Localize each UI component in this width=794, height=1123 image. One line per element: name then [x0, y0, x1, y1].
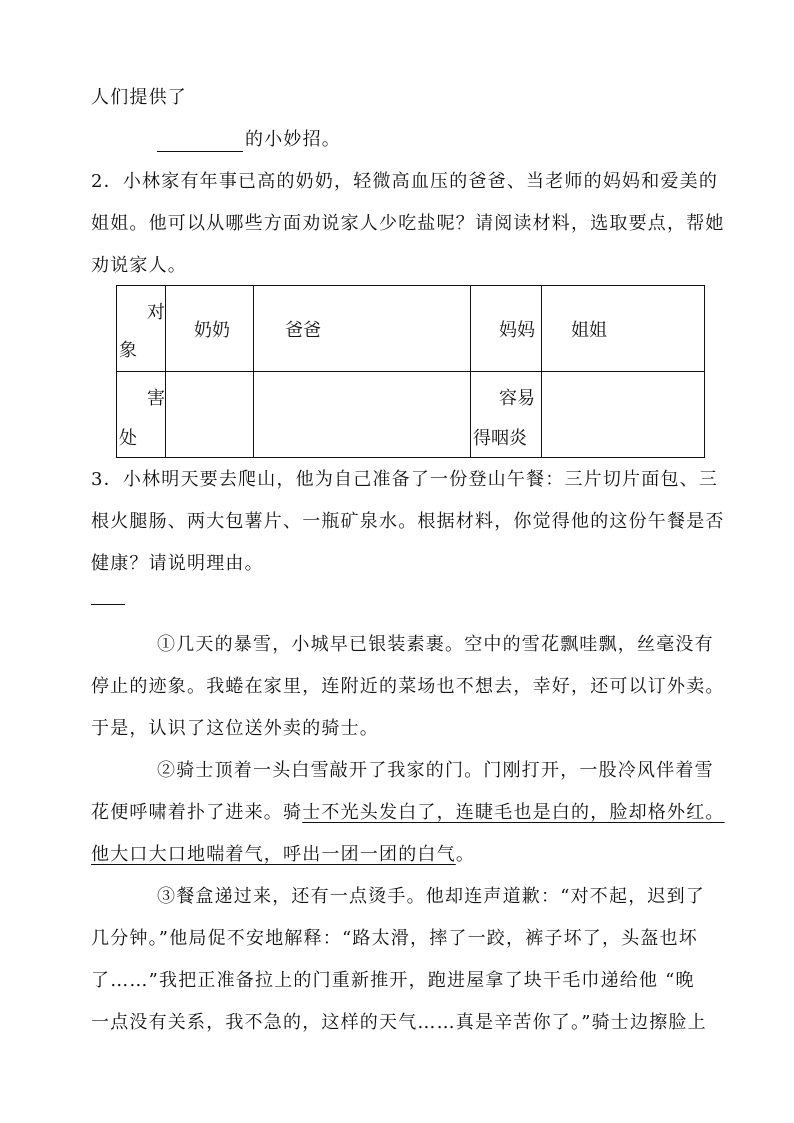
paragraph-3-line: 了……”我把正准备拉上的门重新推开，跑进屋拿了块干毛巾递给他 “晚 [91, 970, 695, 991]
paragraph-2-line: ②骑士顶着一头白雪敲开了我家的门。门刚打开，一股冷风伴着雪 [157, 760, 714, 781]
table-answer-cell[interactable] [542, 372, 705, 458]
table-header-label: 象 [119, 340, 137, 361]
underlined-text: 他大口大口地喘着气，呼出一团一团的白气 [91, 844, 456, 865]
text-fragment: 花便呼啸着扑了进来。骑 [91, 802, 303, 823]
table-row-label: 处 [119, 428, 137, 449]
table-header-row [117, 286, 705, 372]
table-cell: 奶奶 [194, 320, 230, 341]
table-cell: 容易 [499, 388, 535, 409]
table-answer-cell[interactable] [254, 372, 471, 458]
question-3-line: 3．小林明天要去爬山，他为自己准备了一份登山午餐：三片切片面包、三 [91, 469, 719, 490]
underlined-text: 士不光头发白了，连睫毛也是白的，脸却格外红。 [302, 802, 725, 823]
family-table [116, 285, 705, 458]
paragraph-1-line: ①几天的暴雪，小城早已银装素裹。空中的雪花飘哇飘，丝毫没有 [157, 634, 714, 655]
question-2-line: 2．小林家有年事已高的奶奶，轻微高血压的爸爸、当老师的妈妈和爱美的 [91, 171, 719, 192]
question-2-line: 劝说家人。 [91, 255, 187, 276]
separator-line [91, 604, 125, 605]
paragraph-1-line: 停止的迹象。我蜷在家里，连附近的菜场也不想去，幸好，还可以订外卖。 [91, 676, 725, 697]
text-fragment: 的小妙招。 [245, 129, 341, 150]
paragraph-2-line [91, 843, 475, 867]
paragraph-3-line: 几分钟。”他局促不安地解释：“路太滑，摔了一跤，裤子坏了，头盔也坏 [91, 928, 699, 949]
question-3-line: 根火腿肠、两大包薯片、一瓶矿泉水。根据材料，你觉得他的这份午餐是否 [91, 511, 725, 532]
table-header-label: 对 [147, 302, 165, 323]
table-row-label: 害 [147, 388, 165, 409]
question-3-line: 健康？请说明理由。 [91, 553, 264, 574]
table-cell: 姐姐 [571, 320, 607, 341]
question-2-line: 姐姐。他可以从哪些方面劝说家人少吃盐呢？请阅读材料，选取要点，帮她 [91, 213, 725, 234]
text-fragment: 。 [455, 844, 476, 865]
paragraph-1-line: 于是，认识了这位送外卖的骑士。 [91, 718, 379, 739]
paragraph-2-line [91, 801, 725, 825]
paragraph-3-line: ③餐盒递过来，还有一点烫手。他却连声道歉：“对不起，迟到了 [157, 886, 705, 907]
text-line: 人们提供了 [91, 87, 187, 108]
paragraph-3-line: 一点没有关系，我不急的，这样的天气……真是辛苦你了。”骑士边擦脸上 [91, 1012, 707, 1033]
table-cell: 得咽炎 [473, 428, 527, 449]
answer-blank[interactable] [157, 133, 243, 152]
table-cell: 妈妈 [499, 320, 535, 341]
table-cell: 爸爸 [285, 320, 321, 341]
table-answer-cell[interactable] [166, 372, 254, 458]
table-row [117, 372, 705, 458]
fill-in-line [157, 128, 341, 152]
